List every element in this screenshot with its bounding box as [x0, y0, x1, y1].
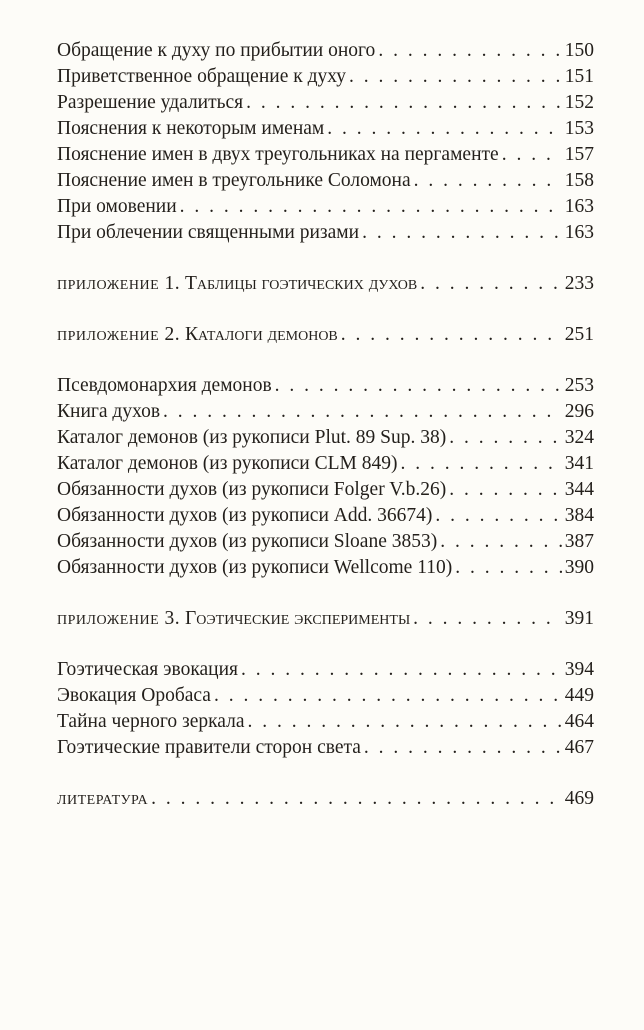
toc-entry-page: 152 — [564, 92, 594, 113]
toc-entry-page: 151 — [564, 66, 594, 87]
toc-entry-page: 384 — [564, 505, 594, 526]
dot-leader — [435, 503, 561, 529]
dot-leader — [449, 425, 562, 451]
toc-entry-page: 153 — [564, 118, 594, 139]
toc-entry-title: Каталог демонов (из рукописи Plut. 89 Sup. 38) — [57, 427, 447, 448]
toc-section-appendix-2[interactable] — [57, 322, 594, 348]
toc-entry-title: При облечении священными ризами — [57, 222, 360, 243]
toc-entry-title: При омовении — [57, 196, 177, 217]
toc-entry[interactable] — [57, 220, 594, 246]
dot-leader — [180, 194, 562, 220]
toc-section-label: приложение 3. — [57, 608, 181, 629]
dot-leader — [163, 399, 562, 425]
toc-entry-title: Гоэтические правители сторон света — [57, 737, 361, 758]
toc-entry-title: Обязанности духов (из рукописи Add. 36674) — [57, 505, 433, 526]
toc-entry[interactable] — [57, 373, 594, 399]
toc-entry[interactable] — [57, 399, 594, 425]
dot-leader — [349, 64, 562, 90]
dot-leader — [378, 38, 561, 64]
toc-entry-page: 390 — [564, 557, 594, 578]
dot-leader — [364, 735, 562, 761]
toc-entry-page: 150 — [564, 40, 594, 61]
toc-entry[interactable] — [57, 142, 594, 168]
toc-entry-page: 296 — [564, 401, 594, 422]
toc-entry-page: 158 — [564, 170, 594, 191]
toc-entry-page: 394 — [564, 659, 594, 680]
toc-entry[interactable] — [57, 425, 594, 451]
toc-entry-page: 449 — [564, 685, 594, 706]
toc-section-name: Гоэтические эксперименты — [185, 608, 411, 629]
toc-section-title — [57, 271, 417, 297]
dot-leader — [414, 168, 562, 194]
toc-section-appendix-3[interactable] — [57, 606, 594, 632]
toc-section-page: 469 — [564, 788, 594, 809]
toc-entry[interactable] — [57, 64, 594, 90]
toc-entry-page: 163 — [564, 222, 594, 243]
toc-entry-page: 341 — [564, 453, 594, 474]
toc-entry[interactable] — [57, 477, 594, 503]
dot-leader — [341, 322, 562, 348]
dot-leader — [449, 477, 561, 503]
toc-entry-title: Тайна черного зеркала — [57, 711, 245, 732]
dot-leader — [413, 606, 562, 632]
toc-section-label: литература — [57, 788, 149, 809]
toc-entry[interactable] — [57, 735, 594, 761]
toc-entry[interactable] — [57, 529, 594, 555]
dot-leader — [241, 657, 562, 683]
dot-leader — [214, 683, 562, 709]
toc-entry[interactable] — [57, 503, 594, 529]
toc-entry[interactable] — [57, 116, 594, 142]
toc-entry[interactable] — [57, 555, 594, 581]
toc-entry[interactable] — [57, 90, 594, 116]
toc-entry-title: Обращение к духу по прибытии оного — [57, 40, 376, 61]
dot-leader — [455, 555, 562, 581]
toc-entry-title: Разрешение удалиться — [57, 92, 244, 113]
toc-entry[interactable] — [57, 683, 594, 709]
toc-entry-page: 464 — [564, 711, 594, 732]
toc-entry-title: Книга духов — [57, 401, 161, 422]
toc-section-label: приложение 2. — [57, 324, 181, 345]
toc-entry[interactable] — [57, 194, 594, 220]
toc-entry[interactable] — [57, 657, 594, 683]
toc-section-literature[interactable] — [57, 786, 594, 812]
toc-entry[interactable] — [57, 709, 594, 735]
toc-section-page: 251 — [564, 324, 594, 345]
toc-entry-title: Обязанности духов (из рукописи Sloane 3853) — [57, 531, 438, 552]
toc-entry-page: 467 — [564, 737, 594, 758]
toc-entry[interactable] — [57, 38, 594, 64]
toc-entry-title: Обязанности духов (из рукописи Folger V.b.26) — [57, 479, 447, 500]
dot-leader — [275, 373, 562, 399]
dot-leader — [420, 271, 562, 297]
toc-section-title — [57, 322, 338, 348]
toc-section-appendix-1[interactable] — [57, 271, 594, 297]
toc-entry-title: Каталог демонов (из рукописи CLM 849) — [57, 453, 398, 474]
dot-leader — [400, 451, 561, 477]
toc-section-name: Каталоги демонов — [185, 324, 338, 345]
toc-entry-page: 324 — [564, 427, 594, 448]
toc-entry-title: Пояснение имен в двух треугольниках на пергаменте — [57, 144, 499, 165]
toc-entry-title: Пояснение имен в треугольнике Соломона — [57, 170, 411, 191]
toc-section-page: 233 — [564, 273, 594, 294]
toc-entry-page: 253 — [564, 375, 594, 396]
dot-leader — [246, 90, 562, 116]
toc-section-title — [57, 786, 148, 812]
dot-leader — [151, 786, 562, 812]
toc-entry-title: Гоэтическая эвокация — [57, 659, 239, 680]
toc-section-label: приложение 1. — [57, 273, 181, 294]
dot-leader — [440, 529, 562, 555]
toc-entry-page: 157 — [564, 144, 594, 165]
toc-entry-page: 387 — [564, 531, 594, 552]
toc-entry-title: Приветственное обращение к духу — [57, 66, 347, 87]
toc-entry-page: 163 — [564, 196, 594, 217]
table-of-contents — [57, 38, 594, 812]
dot-leader — [248, 709, 562, 735]
dot-leader — [362, 220, 562, 246]
toc-entry-title: Пояснения к некоторым именам — [57, 118, 325, 139]
toc-section-title — [57, 606, 410, 632]
toc-section-page: 391 — [564, 608, 594, 629]
toc-entry-title: Обязанности духов (из рукописи Wellcome 110) — [57, 557, 453, 578]
toc-entry-title: Псевдомонархия демонов — [57, 375, 272, 396]
toc-entry-page: 344 — [564, 479, 594, 500]
toc-entry[interactable] — [57, 451, 594, 477]
dot-leader — [502, 142, 562, 168]
toc-entry-title: Эвокация Оробаса — [57, 685, 211, 706]
toc-section-name: Таблицы гоэтических духов — [185, 273, 418, 294]
toc-entry[interactable] — [57, 168, 594, 194]
dot-leader — [327, 116, 562, 142]
